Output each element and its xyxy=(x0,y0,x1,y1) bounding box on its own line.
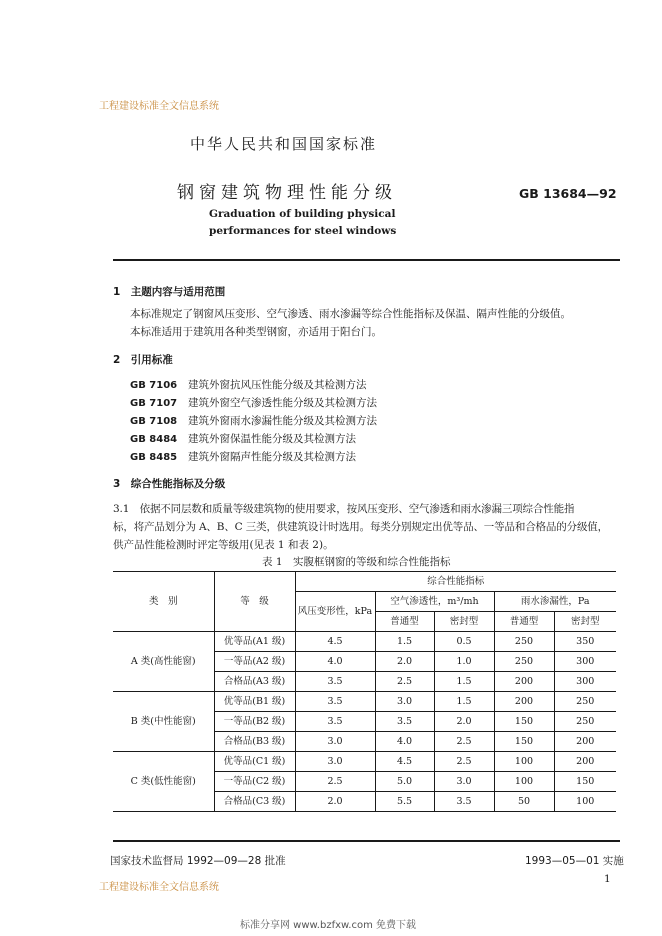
header-performance-group: 综合性能指标 xyxy=(295,572,616,592)
header-rule xyxy=(113,259,620,261)
reference-code: GB 8485 xyxy=(130,452,178,463)
table-row xyxy=(113,752,616,772)
grade-cell: 优等品(C1 级) xyxy=(214,752,295,772)
rain-sealed-cell: 200 xyxy=(554,752,616,772)
grade-cell: 合格品(B3 级) xyxy=(214,732,295,752)
reference-title: 建筑外窗隔声性能分级及其检测方法 xyxy=(188,451,356,463)
reference-code: GB 7107 xyxy=(130,398,178,409)
air-sealed-cell: 2.5 xyxy=(434,732,494,752)
reference-item xyxy=(130,431,356,446)
subheader-sealed: 密封型 xyxy=(554,612,616,632)
grade-cell: 优等品(A1 级) xyxy=(214,632,295,652)
reference-code: GB 7106 xyxy=(130,380,178,391)
reference-item xyxy=(130,377,367,392)
header-grade: 等 级 xyxy=(214,572,295,632)
wind-cell: 4.5 xyxy=(295,632,375,652)
air-normal-cell: 2.5 xyxy=(375,672,434,692)
reference-code: GB 7108 xyxy=(130,416,178,427)
category-cell: A 类(高性能窗) xyxy=(113,632,214,692)
footer-rule xyxy=(113,840,620,842)
grade-cell: 一等品(B2 级) xyxy=(214,712,295,732)
air-normal-cell: 1.5 xyxy=(375,632,434,652)
rain-sealed-cell: 100 xyxy=(554,792,616,812)
reference-title: 建筑外窗雨水渗漏性能分级及其检测方法 xyxy=(188,415,377,427)
rain-sealed-cell: 250 xyxy=(554,712,616,732)
rain-normal-cell: 250 xyxy=(494,652,554,672)
header-wind-pressure: 风压变形性，kPa xyxy=(295,592,375,632)
standard-number: GB 13684—92 xyxy=(519,186,617,201)
reference-title: 建筑外窗空气渗透性能分级及其检测方法 xyxy=(188,397,377,409)
header-air-permeability: 空气渗透性，m³/mh xyxy=(375,592,494,612)
wind-cell: 4.0 xyxy=(295,652,375,672)
grade-cell: 一等品(C2 级) xyxy=(214,772,295,792)
grade-cell: 优等品(B1 级) xyxy=(214,692,295,712)
rain-normal-cell: 50 xyxy=(494,792,554,812)
table-row xyxy=(113,632,616,652)
download-banner: 标准分享网 www.bzfxw.com 免费下载 xyxy=(240,920,416,931)
subheader-sealed: 密封型 xyxy=(434,612,494,632)
wind-cell: 3.5 xyxy=(295,672,375,692)
subheader-normal: 普通型 xyxy=(375,612,434,632)
category-cell: B 类(中性能窗) xyxy=(113,692,214,752)
rain-sealed-cell: 300 xyxy=(554,672,616,692)
national-standard-title: 中华人民共和国国家标准 xyxy=(190,135,378,153)
grade-cell: 合格品(C3 级) xyxy=(214,792,295,812)
section1-para1: 本标准规定了钢窗风压变形、空气渗透、雨水渗漏等综合性能指标及保温、隔声性能的分级值。 xyxy=(130,308,571,320)
section1-para2: 本标准适用于建筑用各种类型钢窗，亦适用于阳台门。 xyxy=(130,326,382,338)
header-category: 类 别 xyxy=(113,572,214,632)
subheader-normal: 普通型 xyxy=(494,612,554,632)
rain-sealed-cell: 350 xyxy=(554,632,616,652)
reference-item xyxy=(130,449,356,464)
air-sealed-cell: 0.5 xyxy=(434,632,494,652)
approval-text: 国家技术监督局 1992—09—28 批准 xyxy=(110,855,286,867)
wind-cell: 2.0 xyxy=(295,792,375,812)
wind-cell: 3.5 xyxy=(295,712,375,732)
air-sealed-cell: 2.5 xyxy=(434,752,494,772)
air-sealed-cell: 2.0 xyxy=(434,712,494,732)
air-sealed-cell: 1.0 xyxy=(434,652,494,672)
rain-normal-cell: 200 xyxy=(494,692,554,712)
rain-normal-cell: 250 xyxy=(494,632,554,652)
section3-para-line1: 3.1 依据不同层数和质量等级建筑物的使用要求，按风压变形、空气渗透和雨水渗漏三项综合性能指 xyxy=(113,503,575,515)
air-sealed-cell: 1.5 xyxy=(434,692,494,712)
rain-sealed-cell: 300 xyxy=(554,652,616,672)
air-normal-cell: 5.0 xyxy=(375,772,434,792)
wind-cell: 3.0 xyxy=(295,732,375,752)
air-normal-cell: 5.5 xyxy=(375,792,434,812)
air-normal-cell: 4.5 xyxy=(375,752,434,772)
english-title-line1: Graduation of building physical xyxy=(209,208,396,220)
air-normal-cell: 4.0 xyxy=(375,732,434,752)
reference-title: 建筑外窗保温性能分级及其检测方法 xyxy=(188,433,356,445)
watermark-bottom: 工程建设标准全文信息系统 xyxy=(99,882,219,893)
air-sealed-cell: 1.5 xyxy=(434,672,494,692)
table-caption: 表 1 实腹框钢窗的等级和综合性能指标 xyxy=(262,556,451,568)
section2-heading: 2 引用标准 xyxy=(113,354,173,366)
document-title: 钢窗建筑物理性能分级 xyxy=(177,183,397,203)
reference-item xyxy=(130,413,377,428)
grade-cell: 合格品(A3 级) xyxy=(214,672,295,692)
rain-normal-cell: 100 xyxy=(494,752,554,772)
air-normal-cell: 3.0 xyxy=(375,692,434,712)
wind-cell: 3.5 xyxy=(295,692,375,712)
rain-sealed-cell: 250 xyxy=(554,692,616,712)
air-normal-cell: 2.0 xyxy=(375,652,434,672)
rain-sealed-cell: 200 xyxy=(554,732,616,752)
reference-code: GB 8484 xyxy=(130,434,178,445)
english-title-line2: performances for steel windows xyxy=(209,225,397,237)
performance-table xyxy=(113,571,616,812)
section3-para-line3: 供产品性能检测时评定等级用(见表 1 和表 2)。 xyxy=(113,539,334,551)
effective-date: 1993—05—01 实施 xyxy=(525,855,624,867)
air-normal-cell: 3.5 xyxy=(375,712,434,732)
section3-heading: 3 综合性能指标及分级 xyxy=(113,478,226,490)
section3-para-line2: 标，将产品划分为 A、B、C 三类，供建筑设计时选用。每类分别规定出优等品、一等品和合格品的分级值， xyxy=(113,521,609,533)
header-rain-leakage: 雨水渗漏性，Pa xyxy=(494,592,616,612)
reference-item xyxy=(130,395,377,410)
section1-heading: 1 主题内容与适用范围 xyxy=(113,286,226,298)
page-number: 1 xyxy=(604,873,611,885)
air-sealed-cell: 3.5 xyxy=(434,792,494,812)
rain-normal-cell: 200 xyxy=(494,672,554,692)
category-cell: C 类(低性能窗) xyxy=(113,752,214,812)
rain-sealed-cell: 150 xyxy=(554,772,616,792)
watermark-top: 工程建设标准全文信息系统 xyxy=(99,101,219,112)
rain-normal-cell: 100 xyxy=(494,772,554,792)
rain-normal-cell: 150 xyxy=(494,712,554,732)
table-row xyxy=(113,692,616,712)
wind-cell: 3.0 xyxy=(295,752,375,772)
reference-title: 建筑外窗抗风压性能分级及其检测方法 xyxy=(188,379,367,391)
grade-cell: 一等品(A2 级) xyxy=(214,652,295,672)
rain-normal-cell: 150 xyxy=(494,732,554,752)
air-sealed-cell: 3.0 xyxy=(434,772,494,792)
wind-cell: 2.5 xyxy=(295,772,375,792)
